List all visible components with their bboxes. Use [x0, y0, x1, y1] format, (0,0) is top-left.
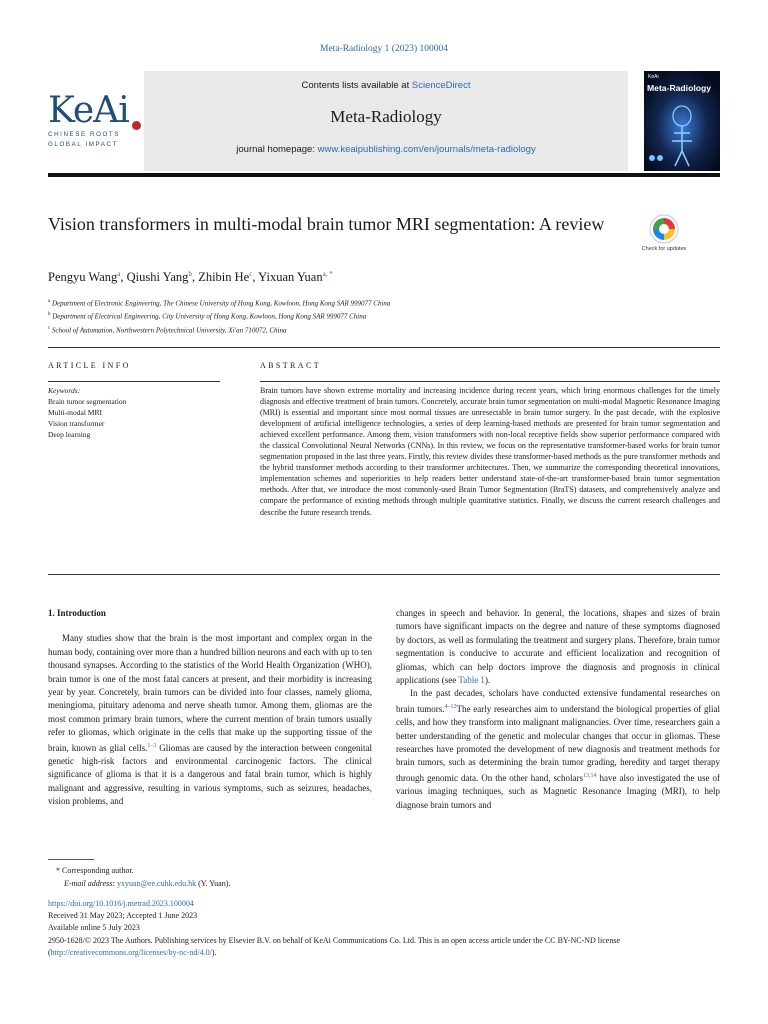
author-affil-mark[interactable]: b: [188, 270, 192, 278]
author-name[interactable]: Yixuan Yuan: [258, 270, 323, 285]
logo-wordmark: KeAi: [48, 90, 129, 131]
keyword: Brain tumor segmentation: [48, 397, 127, 406]
check-for-updates-button[interactable]: [641, 214, 687, 252]
keai-logo: [48, 90, 140, 149]
homepage-link[interactable]: www.keaipublishing.com/en/journals/meta-radiology: [317, 144, 536, 155]
affiliation-item: $^c$ School of Automation, Northwestern Polytechnical University, Xi'an 710072, China: [48, 325, 287, 334]
paragraph: In the past decades, scholars have conducted extensive fundamental researches on brain tumors.$^{4-12}$The early researches aim to understand the biological properties of glial cells, and how they transform into malignant malignancies. Over time, researchers gain a better understanding of the genetic and molecular changes that occur in gliomas. These researches have promoted the development of new diagnosis and treatment methods for brain tumors, such as determining the brain tumor grading, heredity and target therapy through genomic data. On the other hand, scholars$^{13,14}$ have also investigated the use of various imaging techniques, such as Magnetic Resonance Imaging (MRI), to help diagnose brain tumors and: [396, 688, 721, 810]
copyright-notice: 2950-1628/© 2023 The Authors. Publishing services by Elsevier B.V. on behalf of KeAi Communications Co. Ltd. This is an open access article under the CC BY-NC-ND license (http://creativecommons.org/licenses/by-nc-nd/4.0/).: [48, 936, 620, 957]
article-info-heading: ARTICLE INFO: [48, 361, 131, 370]
paragraph: changes in speech and behavior. In general, the locations, shapes and sizes of brain tumors have significant impacts on the degree and nature of these symptoms diagnosed by doctors, as well as formulating the treatment and surgery plans. Therefore, brain tumor segmentation is conducive to accurate and efficient localization and recognition of gliomas, which can help doctors improve the diagnosis and prognosis in clinical applications (see Table 1).: [396, 608, 720, 686]
author-affil-mark[interactable]: a: [117, 270, 121, 278]
doi-link[interactable]: https://doi.org/10.1016/j.metrad.2023.100004: [48, 899, 194, 908]
journal-cover-image: [644, 71, 720, 171]
check-updates-label: Check for updates: [641, 246, 687, 252]
info-rule: [48, 381, 220, 382]
affiliations: [48, 296, 390, 336]
logo-tagline-1: CHINESE ROOTS: [48, 131, 121, 138]
abstract-bottom-rule: [48, 574, 720, 575]
citation-link[interactable]: 13,14: [583, 772, 597, 779]
citation-link[interactable]: 1–3: [147, 742, 157, 749]
keyword: Deep learning: [48, 430, 91, 439]
journal-name: Meta-Radiology: [330, 107, 442, 126]
footnote-separator: [48, 859, 94, 860]
masthead: [48, 71, 720, 171]
journal-banner: [144, 71, 628, 171]
affiliation-item: $^a$ Department of Electronic Engineering, The Chinese University of Hong Kong, Kowloon, Hong Kong SAR 999077 China: [48, 299, 391, 308]
body-column-right: [396, 607, 720, 812]
email-link[interactable]: yxyuan@ee.cuhk.edu.hk: [117, 879, 197, 888]
sciencedirect-link[interactable]: ScienceDirect: [411, 80, 471, 91]
abstract-heading: ABSTRACT: [260, 361, 321, 370]
abstract-text: Brain tumors have shown extreme mortality and increasing incidence during recent years, which bring enormous challenges for the timely diagnosis and effective treatment of brain tumors. Concretely, accurate brain tumor segmentation on multi-modal Magnetic Resonance Imaging (MRI) is essential and important since most normal tissues are unresectable in brain tumor surgery. In the past decade, with the explosive development of artificial intelligence technologies, a series of deep learning-based methods are presented for brain tumor segmentation and achieved excellent performance. Among them, vision transformers with non-local receptive fields show superior performance compared with the classical Convolutional Neural Networks (CNNs). In this review, we focus on the representative transformer-based works for brain tumor segmentation proposed in the last three years. Firstly, this review divides these transformer-based methods as the pure transformer methods and the hybrid transformer methods according to their transformer architectures. Then, we summarize the corresponding theoretical innovations, implementation schemes and superiorities to help readers better understand state-of-the-art transformer-based brain tumor segmentation methods. After that, we introduce the most commonly-used Brain Tumor Segmentation (BraTS) datasets, and comprehensively analyze and compare the performance of existing methods through multiple quantitative statistics. Finally, we discuss the current research challenges and describe the future research trends.: [260, 386, 720, 517]
journal-homepage: journal homepage: www.keaipublishing.com/en/journals/meta-radiology: [236, 144, 536, 155]
email-note: E-mail address: yxyuan@ee.cuhk.edu.hk (Y. Yuan).: [64, 879, 231, 888]
license-link[interactable]: http://creativecommons.org/licenses/by-nc-nd/4.0/: [50, 947, 212, 957]
cover-tag: KeAi: [648, 74, 659, 80]
info-top-rule: [48, 347, 720, 348]
affiliation-item: $^b$ Department of Electrical Engineering, City University of Hong Kong, Kowloon, Hong Kong SAR 999077 China: [48, 312, 367, 321]
abstract-rule: [260, 381, 720, 382]
author-name[interactable]: Pengyu Wang: [48, 270, 118, 285]
author-name[interactable]: Qiushi Yang: [126, 270, 189, 285]
citation-link[interactable]: 4–12: [444, 703, 457, 710]
available-online: Available online 5 July 2023: [48, 923, 140, 932]
keyword: Vision transformer: [48, 419, 105, 428]
author-list: Pengyu Wang$^a$, Qiushi Yang$^b$, Zhibin He$^c$, Yixuan Yuan$^{a, *}$: [48, 270, 333, 285]
article-title: Vision transformers in multi-modal brain tumor MRI segmentation: A review: [48, 214, 605, 234]
author-affil-mark[interactable]: a, *: [322, 270, 333, 278]
check-updates-icon: [649, 214, 679, 244]
logo-dot-icon: [132, 121, 141, 130]
keywords-label: Keywords:: [48, 386, 81, 395]
section-heading: 1. Introduction: [48, 608, 106, 618]
received-dates: Received 31 May 2023; Accepted 1 June 2023: [48, 911, 198, 920]
body-column-left: [48, 607, 372, 809]
cover-title: Meta-Radiology: [647, 83, 711, 93]
running-head[interactable]: Meta-Radiology 1 (2023) 100004: [320, 44, 448, 54]
author-name[interactable]: Zhibin He: [198, 270, 250, 285]
masthead-rule: [48, 173, 720, 177]
paragraph: Many studies show that the brain is the most important and complex organ in the human body, containing over more than a hundred billion neurons and each with up to ten thousand synapses. According to the statistics of the World Health Organization (WHO), brain tumor is one of the most fatal cancers at present, and their morbidity is increasing year by year. Concretely, brain tumors can be divided into four classes, namely glioma, meningioma, pituitary adenoma and nerve sheath tumor. Among them, gliomas are the most common primary brain tumors, where the current mention of brain tumors usually refer to gliomas, which originate in the cells that make up the supporting tissue of the brain, known as glial cells.$^{1-3}$ Gliomas are caused by the interaction between congenital genetic high-risk factors and environmental carcinogenic factors. The clinical significance of glioma is that it is a dangerous and fatal brain tumor, which is highly malignant and aggressive, resulting in various symptoms, such as seizures, headaches, vision problems, and: [48, 633, 372, 807]
keyword: Multi-modal MRI: [48, 408, 102, 417]
table-link[interactable]: Table 1: [458, 675, 485, 686]
keywords-block: [48, 385, 126, 440]
contents-available: Contents lists available at ScienceDirect: [301, 80, 471, 91]
author-affil-mark[interactable]: c: [249, 270, 253, 278]
corresponding-author-note: * Corresponding author.: [56, 866, 134, 875]
logo-tagline-2: GLOBAL IMPACT: [48, 141, 118, 148]
